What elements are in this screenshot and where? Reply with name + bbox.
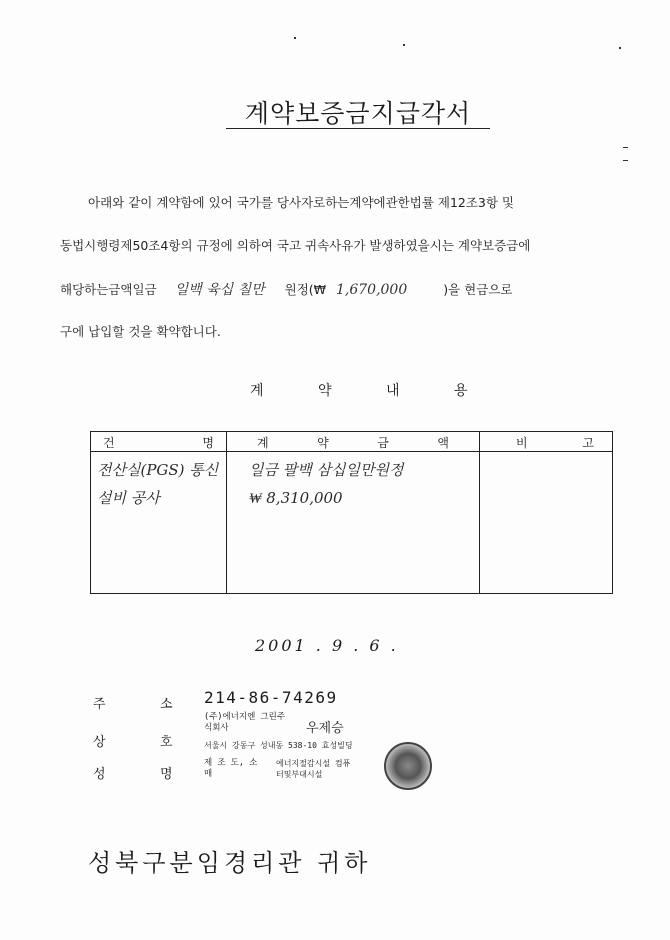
header-char: 약 xyxy=(317,436,329,450)
recipient-footer: 성북구분임경리관 귀하 xyxy=(88,849,372,877)
header-char: 명 xyxy=(202,436,214,450)
cell-contract-amount xyxy=(227,452,480,594)
header-amount xyxy=(227,432,480,452)
cell-contract-name xyxy=(91,452,227,594)
header-char: 금 xyxy=(377,436,389,450)
table-row xyxy=(91,452,613,594)
header-remark xyxy=(480,432,613,452)
contract-amount-number: ₩ 8,310,000 xyxy=(249,489,343,507)
header-char: 건 xyxy=(103,436,115,450)
business-type-stamp: 제 조 도, 소 매 xyxy=(204,758,258,779)
contract-table xyxy=(90,431,613,594)
header-char: 계 xyxy=(257,436,269,450)
header-char: 고 xyxy=(582,436,594,450)
cell-remark xyxy=(480,452,613,594)
section-title-char: 계 xyxy=(250,383,264,399)
line3-mid: 원정(₩ xyxy=(284,282,327,297)
section-title-char: 약 xyxy=(318,383,332,399)
contract-amount-words: 일금 팔백 삼십일만원정 xyxy=(249,461,404,479)
company-name-stamp: (주)에너지엔 그린주식회사 xyxy=(204,712,286,733)
address-stamp: 서울시 강동구 성내동 538-10 효성빌딩 xyxy=(204,741,353,750)
header-name xyxy=(91,432,227,452)
title-underline xyxy=(226,128,490,129)
contract-name-line: 설비 공사 xyxy=(97,489,160,507)
name-label-char: 명 xyxy=(160,767,173,782)
company-label-char: 상 xyxy=(93,735,106,750)
representative-name-stamp: 우제승 xyxy=(306,721,344,736)
line3-prefix: 해당하는금액일금 xyxy=(60,282,157,297)
company-label-char: 호 xyxy=(160,735,173,750)
address-label-char: 소 xyxy=(160,697,173,712)
paragraph-line-1: 아래와 같이 계약함에 있어 국가를 당사자로하는계약에관한법률 제12조3항 및 xyxy=(88,195,514,210)
contract-name-line: 전산실(PGS) 통신 xyxy=(97,461,219,479)
document-title: 계약보증금지급각서 xyxy=(244,99,472,128)
company-seal-icon xyxy=(384,742,432,790)
table-header-row xyxy=(91,432,613,452)
name-label-char: 성 xyxy=(93,767,106,782)
header-char: 비 xyxy=(516,436,528,450)
line3-suffix: )을 현금으로 xyxy=(443,282,513,297)
paragraph-line-2: 동법시행령제50조4항의 규정에 의하여 국고 귀속사유가 발생하였을시는 계약보증금에 xyxy=(60,238,531,253)
section-title-char: 내 xyxy=(386,383,400,399)
paragraph-line-4: 구에 납입할 것을 확약합니다. xyxy=(60,324,221,339)
business-items-stamp: 에너지절감시설 컴퓨터및부대시설 xyxy=(276,759,351,779)
paragraph-line-3 xyxy=(60,279,512,299)
amount-number-handwritten: 1,670,000 xyxy=(336,282,408,298)
header-char: 액 xyxy=(437,436,449,450)
section-title-char: 용 xyxy=(454,383,468,399)
address-label-char: 주 xyxy=(93,697,106,712)
date-handwritten: 2001 . 9 . 6 . xyxy=(255,636,399,655)
amount-handwritten: 일백 육십 칠만 xyxy=(174,282,265,298)
registration-number-stamp: 214-86-74269 xyxy=(204,688,338,707)
